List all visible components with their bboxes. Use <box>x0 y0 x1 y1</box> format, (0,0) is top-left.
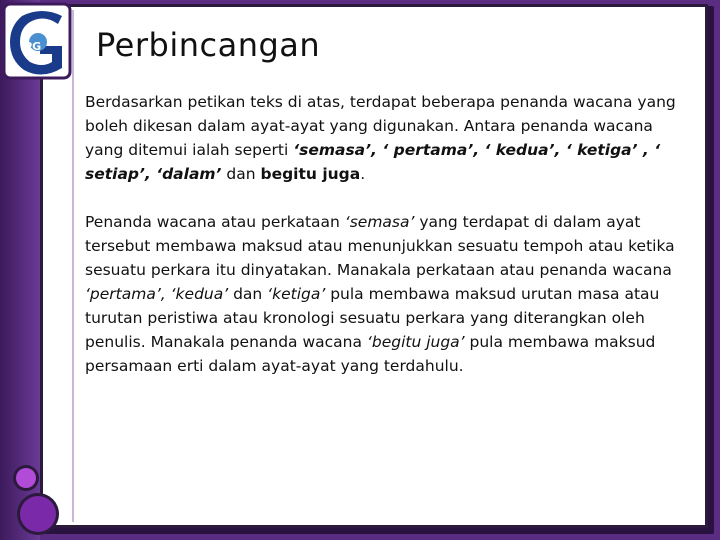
ipg-logo-icon <box>2 2 72 80</box>
text-run: begitu juga <box>260 165 361 183</box>
text-run: ‘semasa’, ‘ pertama’, ‘ kedua’, ‘ ketiga’ , ‘ setiap’, ‘dalam’ <box>85 141 661 183</box>
text-run: dan <box>228 285 268 303</box>
text-run: dan <box>221 165 261 183</box>
text-run: yang terdapat di dalam ayat tersebut membawa maksud atau menunjukkan sesuatu tempoh atau ketika sesuatu perkara itu dinyatakan. Manakala perkataan atau penanda wacana <box>85 213 675 279</box>
paragraph-2 <box>85 210 690 378</box>
text-run: ‘ketiga’ <box>267 285 326 303</box>
text-run: Penanda wacana atau perkataan <box>85 213 345 231</box>
left-decorative-strip <box>0 0 40 540</box>
logo-text: IPG <box>20 40 42 53</box>
decorative-dot-icon <box>16 468 36 488</box>
text-run: ‘begitu juga’ <box>366 333 465 351</box>
text-run: ‘semasa’ <box>344 213 415 231</box>
paragraph-1 <box>85 90 690 186</box>
text-run: pula membawa maksud urutan masa atau turutan peristiwa atau kronologi sesuatu perkara yang diterangkan oleh penulis. Manakala penanda wacana <box>85 285 660 351</box>
page-title: Perbincangan <box>96 26 321 64</box>
text-run: . <box>360 165 366 183</box>
decorative-dot-icon <box>20 496 56 532</box>
text-run: pula membawa maksud persamaan erti dalam ayat-ayat yang terdahulu. <box>85 333 656 375</box>
body-text <box>85 90 690 402</box>
text-run: Berdasarkan petikan teks di atas, terdapat beberapa penanda wacana yang boleh dikesan dalam ayat-ayat yang digunakan. Antara penanda wacana yang ditemui ialah seperti <box>85 93 676 159</box>
text-run: ‘pertama’, ‘kedua’ <box>85 285 229 303</box>
